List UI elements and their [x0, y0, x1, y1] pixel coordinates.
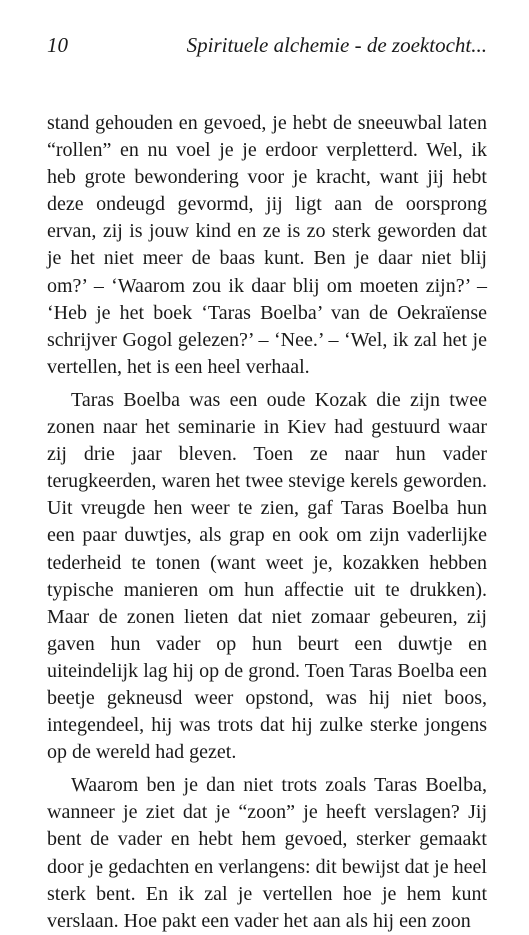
paragraph-taras-boelba-story: Taras Boelba was een oude Kozak die zijn twee zonen naar het seminarie in Kiev had gestuurd waar zij drie jaar bleven. Toen ze naar hun vader terugkeerden, waren het twee stevige kerels geworden. Uit vreugde hen weer te zien, gaf Taras Boelba hun een paar duwtjes, als grap en ook om zijn vaderlijke tederheid te tonen (want weet je, kozakken hebben typische manieren om hun affectie uit te drukken). Maar de zonen lieten dat niet zomaar gebeuren, zij gaven hun vader op hun beurt een duwtje en uiteindelijk lag hij op de grond. Toen Taras Boelba een beetje gekneusd weer opstond, was hij niet boos, integendeel, hij was trots dat hij zulke sterke jongens op de wereld had gezet. [47, 388, 487, 764]
body-text [47, 110, 487, 935]
running-title: Spirituele alchemie - de zoektocht... [186, 33, 487, 57]
book-page [47, 28, 487, 935]
page-number: 10 [47, 33, 68, 57]
paragraph-why-not-proud: Waarom ben je dan niet trots zoals Taras Boelba, wanneer je ziet dat je “zoon” je heeft verslagen? Jij bent de vader en hebt hem gevoed, sterker gemaakt door je gedachten en verlangens: dit bewijst dat je heel sterk bent. En ik zal je vertellen hoe je hem kunt verslaan. Hoe pakt een vader het aan als hij een zoon [47, 774, 487, 932]
running-header [47, 28, 487, 62]
paragraph-continuation: stand gehouden en gevoed, je hebt de sneeuwbal laten “rollen” en nu voel je je erdoor verpletterd. Wel, ik heb grote bewondering voor je kracht, want jij hebt deze ondeugd gevormd, jij ligt aan de oorsprong ervan, zij is jouw kind en ze is zo sterk geworden dat je het niet meer de baas kunt. Ben je daar niet blij om?’ – ‘Waarom zou ik daar blij om moeten zijn?’ – ‘Heb je het boek ‘Taras Boelba’ van de Oekraïense schrijver Gogol gelezen?’ – ‘Nee.’ – ‘Wel, ik zal het je vertellen, het is een heel verhaal. [47, 112, 487, 378]
